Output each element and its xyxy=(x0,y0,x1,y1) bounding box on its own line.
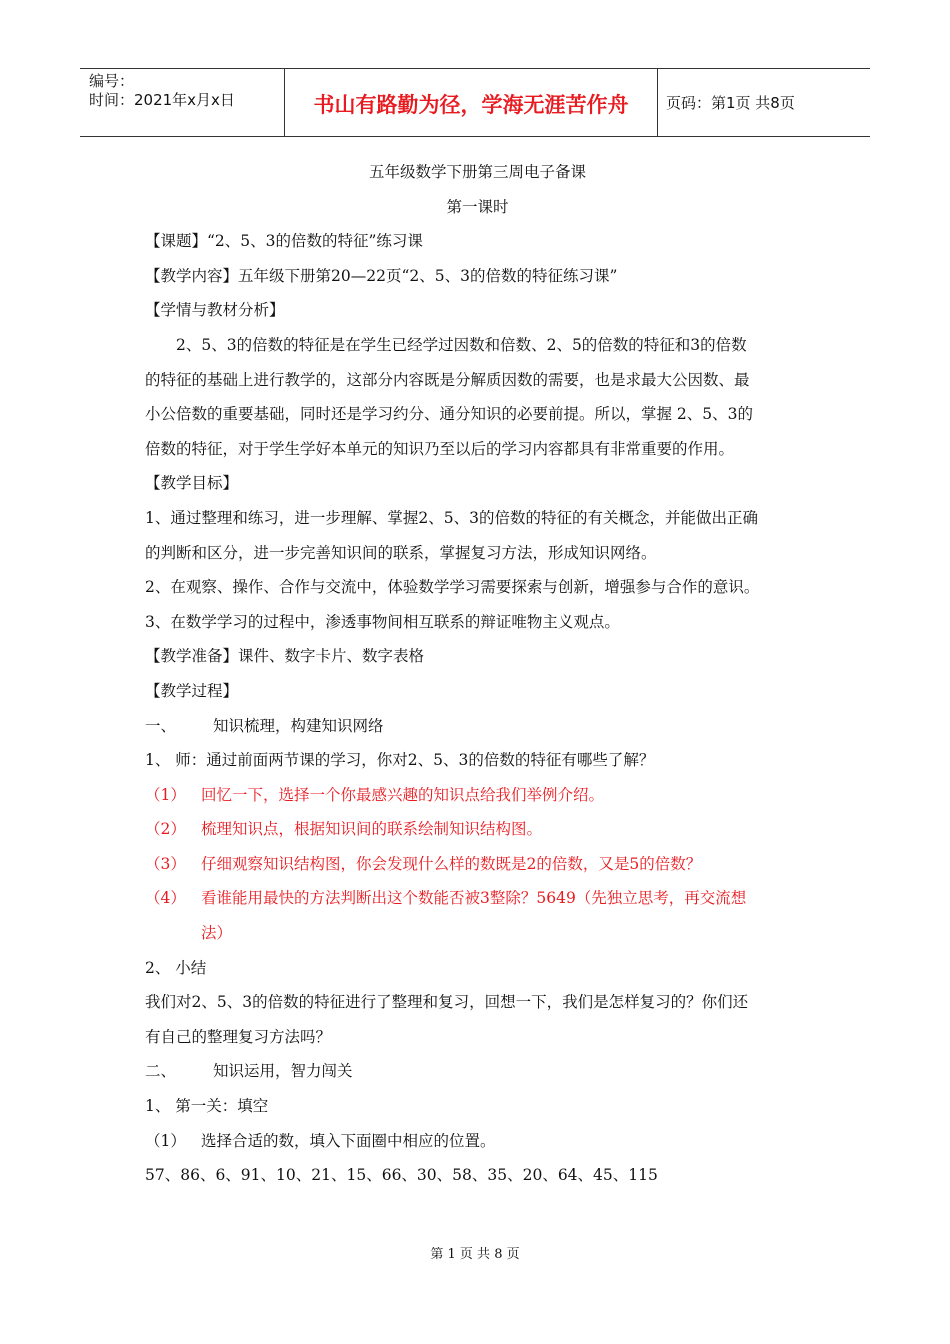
number-list: 57、86、6、91、10、21、15、66、30、58、35、20、64、45、115 xyxy=(145,1166,658,1185)
lesson-label: 第一课时 xyxy=(446,197,509,216)
topic-line: 【课题】“2、5、3的倍数的特征”练习课 xyxy=(145,232,423,251)
sub-item-number: （2） xyxy=(145,820,186,839)
analysis-line: 的特征的基础上进行教学的，这部分内容既是分解质因数的需要，也是求最大公因数、最 xyxy=(145,370,750,389)
time-label: 时间：2021年x月x日 xyxy=(89,91,235,109)
content-line: 【教学内容】五年级下册第20—22页“2、5、3的倍数的特征练习课” xyxy=(145,266,618,285)
part-one-heading xyxy=(145,709,810,744)
summary-line: 我们对2、5、3的倍数的特征进行了整理和复习，回想一下，我们是怎样复习的？你们还 xyxy=(145,993,749,1012)
question-line xyxy=(145,1124,810,1159)
sub-item-number: （3） xyxy=(145,854,186,873)
part-two-heading xyxy=(145,1054,810,1089)
analysis-line: 小公倍数的重要基础，同时还是学习约分、通分知识的必要前提。所以，掌握 2、5、3的 xyxy=(145,405,754,424)
sub-item-text: 看谁能用最快的方法判断出这个数能否被3整除？5649（先独立思考，再交流想 xyxy=(201,889,747,908)
question-text: 选择合适的数，填入下面圈中相应的位置。 xyxy=(201,1131,496,1150)
goal-line: 1、通过整理和练习，进一步理解、掌握2、5、3的倍数的特征的有关概念，并能做出正确 xyxy=(145,508,758,527)
header-motto-cell xyxy=(285,69,658,136)
sub-item xyxy=(145,881,810,916)
document-body xyxy=(145,155,810,1193)
motto: 书山有路勤为径，学海无涯苦作舟 xyxy=(313,93,629,117)
question-number: （1） xyxy=(145,1131,186,1150)
part-number: 二、 xyxy=(145,1062,177,1081)
sub-item-number: （1） xyxy=(145,785,186,804)
goals-heading: 【教学目标】 xyxy=(145,474,239,493)
sub-item-text: 梳理知识点，根据知识间的联系绘制知识结构图。 xyxy=(201,820,543,839)
sub-item-number: （4） xyxy=(145,889,186,908)
part-title: 知识梳理，构建知识网络 xyxy=(213,716,384,735)
item-line: 2、 小结 xyxy=(145,958,207,977)
page-info: 页码：第1页 共8页 xyxy=(666,94,795,112)
number-label: 编号： xyxy=(89,72,135,90)
sub-item xyxy=(145,812,810,847)
header-info-cell xyxy=(80,69,285,136)
part-title: 知识运用，智力闯关 xyxy=(213,1062,353,1081)
page-footer: 第 1 页 共 8 页 xyxy=(430,1247,520,1262)
goal-line: 的判断和区分，进一步完善知识间的联系，掌握复习方法，形成知识网络。 xyxy=(145,543,657,562)
summary-line: 有自己的整理复习方法吗？ xyxy=(145,1027,332,1046)
goal-line: 2、在观察、操作、合作与交流中，体验数学学习需要探索与创新，增强参与合作的意识。 xyxy=(145,578,760,597)
sub-item xyxy=(145,778,810,813)
process-heading: 【教学过程】 xyxy=(145,681,239,700)
sub-item-text: 仔细观察知识结构图，你会发现什么样的数既是2的倍数，又是5的倍数？ xyxy=(201,854,702,873)
goal-line: 3、在数学学习的过程中，渗透事物间相互联系的辩证唯物主义观点。 xyxy=(145,612,620,631)
analysis-heading: 【学情与教材分析】 xyxy=(145,301,285,320)
item-line: 1、 师：通过前面两节课的学习，你对2、5、3的倍数的特征有哪些了解？ xyxy=(145,751,655,770)
prep-line: 【教学准备】课件、数字卡片、数字表格 xyxy=(145,647,425,666)
sub-item xyxy=(145,847,810,882)
sub-item-text: 回忆一下，选择一个你最感兴趣的知识点给我们举例介绍。 xyxy=(201,785,605,804)
level-line: 1、 第一关：填空 xyxy=(145,1097,269,1116)
part-number: 一、 xyxy=(145,716,177,735)
sub-item-continuation: 法） xyxy=(201,924,233,943)
analysis-line: 2、5、3的倍数的特征是在学生已经学过因数和倍数、2、5的倍数的特征和3的倍数 xyxy=(176,335,747,354)
doc-title: 五年级数学下册第三周电子备课 xyxy=(368,163,586,181)
page-header xyxy=(80,68,870,137)
header-page-cell xyxy=(658,69,870,136)
analysis-line: 倍数的特征，对于学生学好本单元的知识乃至以后的学习内容都具有非常重要的作用。 xyxy=(145,439,735,458)
